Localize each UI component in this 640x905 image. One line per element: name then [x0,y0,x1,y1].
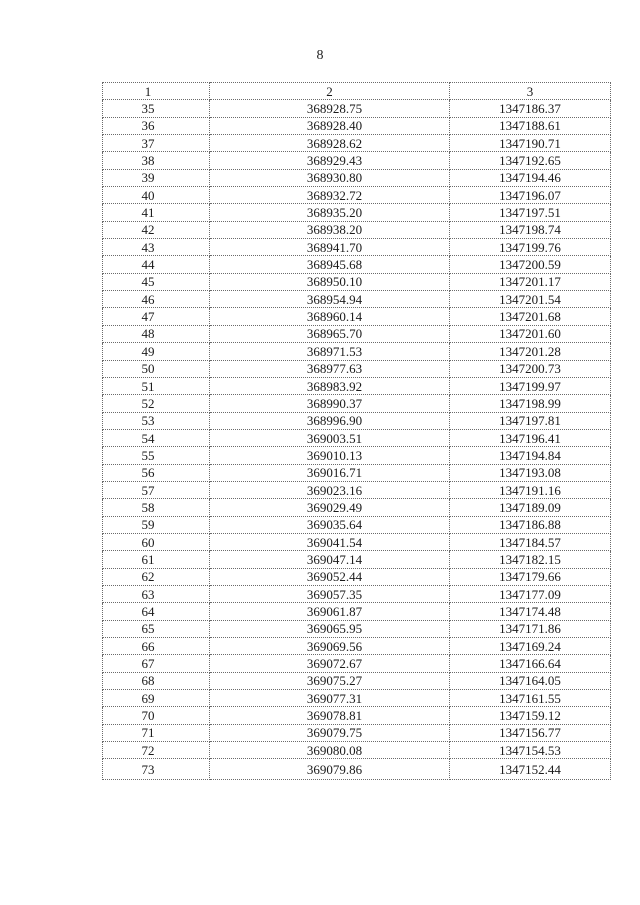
point-number-cell: 37 [103,135,210,152]
x-coordinate-cell: 368960.14 [210,308,450,325]
point-number-cell: 66 [103,638,210,655]
table-row [103,377,611,394]
x-coordinate-cell: 368941.70 [210,239,450,256]
y-coordinate-cell: 1347194.84 [450,447,611,464]
point-number-cell: 51 [103,377,210,394]
y-coordinate-cell: 1347154.53 [450,742,611,759]
point-number-cell: 36 [103,117,210,134]
x-coordinate-cell: 368930.80 [210,169,450,186]
x-coordinate-cell: 369065.95 [210,620,450,637]
point-number-cell: 58 [103,499,210,516]
x-coordinate-cell: 369069.56 [210,638,450,655]
table-row [103,707,611,724]
table-row [103,481,611,498]
point-number-cell: 45 [103,273,210,290]
x-coordinate-cell: 369023.16 [210,481,450,498]
point-number-cell: 70 [103,707,210,724]
x-coordinate-cell: 369078.81 [210,707,450,724]
y-coordinate-cell: 1347201.17 [450,273,611,290]
table-row [103,429,611,446]
column-header-3: 3 [450,83,611,100]
y-coordinate-cell: 1347201.60 [450,325,611,342]
x-coordinate-cell: 368945.68 [210,256,450,273]
x-coordinate-cell: 368990.37 [210,395,450,412]
x-coordinate-cell: 369079.75 [210,724,450,741]
x-coordinate-cell: 369061.87 [210,603,450,620]
table-row [103,152,611,169]
point-number-cell: 55 [103,447,210,464]
header-row [103,83,611,100]
column-header-1: 1 [103,83,210,100]
table-row [103,291,611,308]
table-row [103,325,611,342]
x-coordinate-cell: 368977.63 [210,360,450,377]
x-coordinate-cell: 369041.54 [210,533,450,550]
y-coordinate-cell: 1347164.05 [450,672,611,689]
y-coordinate-cell: 1347199.76 [450,239,611,256]
x-coordinate-cell: 368938.20 [210,221,450,238]
y-coordinate-cell: 1347188.61 [450,117,611,134]
x-coordinate-cell: 368954.94 [210,291,450,308]
y-coordinate-cell: 1347182.15 [450,551,611,568]
y-coordinate-cell: 1347179.66 [450,568,611,585]
table-row [103,568,611,585]
table-row [103,655,611,672]
point-number-cell: 53 [103,412,210,429]
x-coordinate-cell: 369035.64 [210,516,450,533]
x-coordinate-cell: 369029.49 [210,499,450,516]
table-row [103,256,611,273]
point-number-cell: 44 [103,256,210,273]
table-row [103,690,611,707]
table-row [103,343,611,360]
y-coordinate-cell: 1347166.64 [450,655,611,672]
y-coordinate-cell: 1347200.59 [450,256,611,273]
y-coordinate-cell: 1347196.07 [450,187,611,204]
table-row [103,551,611,568]
table-row [103,516,611,533]
point-number-cell: 69 [103,690,210,707]
point-number-cell: 57 [103,481,210,498]
table-row [103,239,611,256]
table-row [103,169,611,186]
y-coordinate-cell: 1347177.09 [450,585,611,602]
table-row [103,620,611,637]
y-coordinate-cell: 1347201.68 [450,308,611,325]
y-coordinate-cell: 1347169.24 [450,638,611,655]
table-row [103,117,611,134]
x-coordinate-cell: 368935.20 [210,204,450,221]
point-number-cell: 35 [103,100,210,117]
x-coordinate-cell: 369077.31 [210,690,450,707]
x-coordinate-cell: 369052.44 [210,568,450,585]
coordinates-table [102,82,611,780]
x-coordinate-cell: 369075.27 [210,672,450,689]
point-number-cell: 56 [103,464,210,481]
point-number-cell: 41 [103,204,210,221]
y-coordinate-cell: 1347161.55 [450,690,611,707]
y-coordinate-cell: 1347156.77 [450,724,611,741]
table-row [103,395,611,412]
table-row [103,100,611,117]
y-coordinate-cell: 1347191.16 [450,481,611,498]
y-coordinate-cell: 1347197.51 [450,204,611,221]
x-coordinate-cell: 368928.40 [210,117,450,134]
point-number-cell: 50 [103,360,210,377]
table-header [103,83,611,100]
y-coordinate-cell: 1347193.08 [450,464,611,481]
table-row [103,447,611,464]
y-coordinate-cell: 1347192.65 [450,152,611,169]
y-coordinate-cell: 1347198.99 [450,395,611,412]
point-number-cell: 64 [103,603,210,620]
point-number-cell: 59 [103,516,210,533]
x-coordinate-cell: 368971.53 [210,343,450,360]
point-number-cell: 47 [103,308,210,325]
point-number-cell: 49 [103,343,210,360]
table-row [103,464,611,481]
column-header-2: 2 [210,83,450,100]
y-coordinate-cell: 1347194.46 [450,169,611,186]
y-coordinate-cell: 1347198.74 [450,221,611,238]
y-coordinate-cell: 1347199.97 [450,377,611,394]
table-row [103,759,611,780]
x-coordinate-cell: 369003.51 [210,429,450,446]
x-coordinate-cell: 368929.43 [210,152,450,169]
y-coordinate-cell: 1347184.57 [450,533,611,550]
table-row [103,412,611,429]
table-row [103,724,611,741]
table-row [103,533,611,550]
x-coordinate-cell: 368996.90 [210,412,450,429]
y-coordinate-cell: 1347201.54 [450,291,611,308]
point-number-cell: 46 [103,291,210,308]
table-row [103,499,611,516]
table-row [103,204,611,221]
x-coordinate-cell: 369079.86 [210,759,450,780]
x-coordinate-cell: 369047.14 [210,551,450,568]
point-number-cell: 43 [103,239,210,256]
point-number-cell: 39 [103,169,210,186]
table-row [103,360,611,377]
point-number-cell: 48 [103,325,210,342]
x-coordinate-cell: 368932.72 [210,187,450,204]
point-number-cell: 62 [103,568,210,585]
point-number-cell: 63 [103,585,210,602]
point-number-cell: 67 [103,655,210,672]
table-row [103,135,611,152]
table-row [103,221,611,238]
point-number-cell: 52 [103,395,210,412]
x-coordinate-cell: 368950.10 [210,273,450,290]
point-number-cell: 54 [103,429,210,446]
y-coordinate-cell: 1347186.88 [450,516,611,533]
point-number-cell: 42 [103,221,210,238]
x-coordinate-cell: 369010.13 [210,447,450,464]
table-row [103,308,611,325]
x-coordinate-cell: 369016.71 [210,464,450,481]
y-coordinate-cell: 1347196.41 [450,429,611,446]
y-coordinate-cell: 1347159.12 [450,707,611,724]
table-row [103,585,611,602]
point-number-cell: 65 [103,620,210,637]
page-number: 8 [316,48,324,63]
y-coordinate-cell: 1347174.48 [450,603,611,620]
point-number-cell: 68 [103,672,210,689]
table-body [103,100,611,780]
table-row [103,638,611,655]
x-coordinate-cell: 369080.08 [210,742,450,759]
x-coordinate-cell: 368928.62 [210,135,450,152]
table-row [103,187,611,204]
point-number-cell: 71 [103,724,210,741]
y-coordinate-cell: 1347152.44 [450,759,611,780]
x-coordinate-cell: 369057.35 [210,585,450,602]
point-number-cell: 60 [103,533,210,550]
y-coordinate-cell: 1347186.37 [450,100,611,117]
y-coordinate-cell: 1347197.81 [450,412,611,429]
y-coordinate-cell: 1347201.28 [450,343,611,360]
y-coordinate-cell: 1347200.73 [450,360,611,377]
table-row [103,603,611,620]
table-row [103,273,611,290]
y-coordinate-cell: 1347190.71 [450,135,611,152]
y-coordinate-cell: 1347171.86 [450,620,611,637]
table-row [103,742,611,759]
table-row [103,672,611,689]
y-coordinate-cell: 1347189.09 [450,499,611,516]
point-number-cell: 38 [103,152,210,169]
point-number-cell: 73 [103,759,210,780]
point-number-cell: 61 [103,551,210,568]
x-coordinate-cell: 368983.92 [210,377,450,394]
point-number-cell: 40 [103,187,210,204]
point-number-cell: 72 [103,742,210,759]
x-coordinate-cell: 369072.67 [210,655,450,672]
x-coordinate-cell: 368965.70 [210,325,450,342]
x-coordinate-cell: 368928.75 [210,100,450,117]
